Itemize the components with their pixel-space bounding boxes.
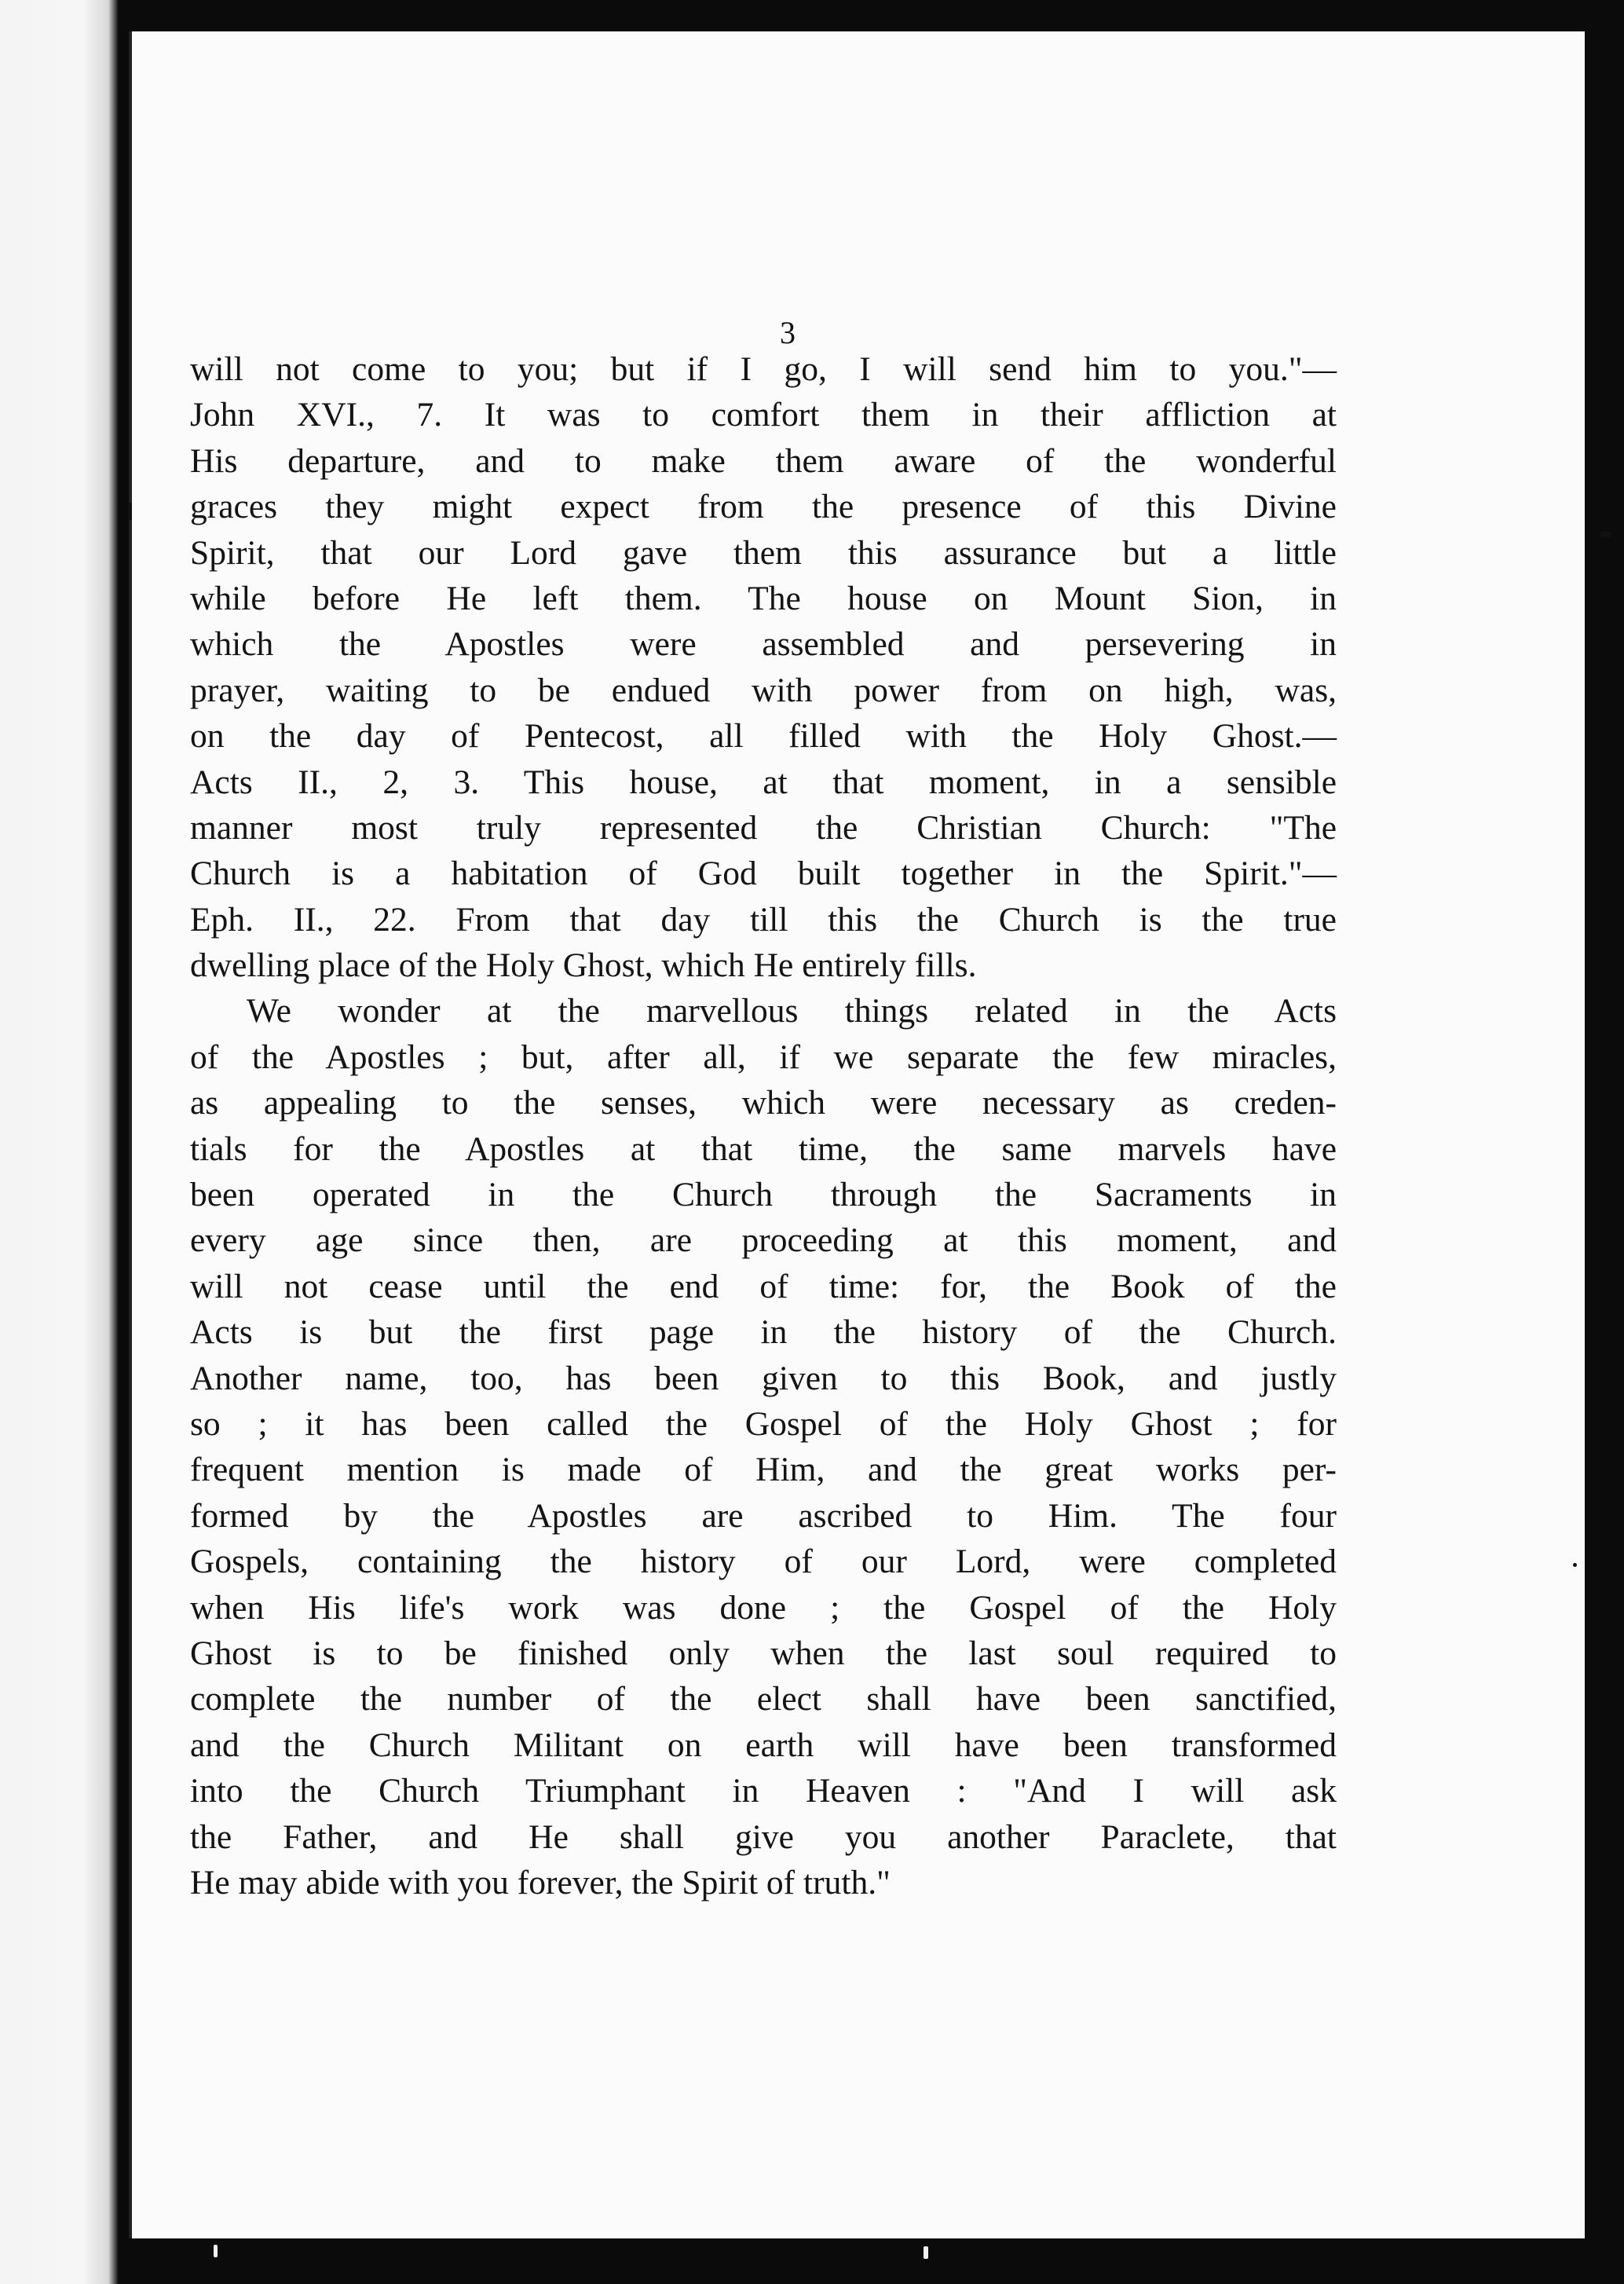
text-line: graces they might expect from the presence of this Divine [190, 488, 1337, 526]
text-line: while before He left them. The house on Mount Sion, in [190, 579, 1337, 617]
scan-speck [1573, 1563, 1577, 1567]
text-line: when His life's work was done ; the Gospel of the Holy [190, 1588, 1337, 1627]
scan-speck [924, 2246, 928, 2259]
text-line: been operated in the Church through the Sacraments in [190, 1176, 1337, 1214]
text-line: Ghost is to be finished only when the last soul required to [190, 1634, 1337, 1672]
text-line: We wonder at the marvellous things related in the Acts [247, 992, 1337, 1030]
text-line: frequent mention is made of Him, and the great works per- [190, 1451, 1337, 1489]
text-line: as appealing to the senses, which were necessary as creden- [190, 1084, 1337, 1122]
text-line: Gospels, containing the history of our Lord, were completed [190, 1543, 1337, 1581]
text-line: and the Church Militant on earth will have been transformed [190, 1726, 1337, 1764]
text-line: so ; it has been called the Gospel of the Holy Ghost ; for [190, 1404, 1337, 1443]
text-line: tials for the Apostles at that time, the same marvels have [190, 1129, 1337, 1168]
text-line: Eph. II., 22. From that day till this the Church is the true [190, 900, 1337, 939]
text-line: will not come to you; but if I go, I will send him to you."— [190, 350, 1337, 388]
scan-speck [1600, 531, 1611, 538]
scan-border-right [1582, 0, 1624, 2284]
text-line: dwelling place of the Holy Ghost, which He entirely fills. [190, 946, 977, 985]
text-line: prayer, waiting to be endued with power from on high, was, [190, 671, 1337, 709]
scan-border-top [118, 0, 1624, 33]
page-number: 3 [780, 315, 796, 350]
scan-speck [128, 503, 132, 520]
text-line: His departure, and to make them aware of the wonderful [190, 441, 1337, 480]
text-line: formed by the Apostles are ascribed to Him. The four [190, 1496, 1337, 1535]
text-line: on the day of Pentecost, all filled with the Holy Ghost.— [190, 717, 1337, 756]
text-line: of the Apostles ; but, after all, if we separate the few miracles, [190, 1038, 1337, 1076]
text-line: Church is a habitation of God built together in the Spirit."— [190, 855, 1337, 893]
text-line: Spirit, that our Lord gave them this assurance but a little [190, 533, 1337, 572]
text-line: the Father, and He shall give you another Paraclete, that [190, 1817, 1337, 1856]
text-line: complete the number of the elect shall have been sanctified, [190, 1680, 1337, 1718]
text-line: Acts II., 2, 3. This house, at that moment, in a sensible [190, 763, 1337, 801]
text-line: Acts is but the first page in the history of the Church. [190, 1313, 1337, 1352]
text-line: which the Apostles were assembled and persevering in [190, 625, 1337, 664]
text-line: into the Church Triumphant in Heaven : "And I will ask [190, 1772, 1337, 1810]
text-line: He may abide with you forever, the Spirit of truth." [190, 1863, 891, 1902]
text-line: manner most truly represented the Christian Church: "The [190, 808, 1337, 847]
scan-speck [214, 2245, 218, 2257]
text-line: John XVI., 7. It was to comfort them in their affliction at [190, 396, 1337, 434]
scan-border-bottom [118, 2238, 1624, 2284]
text-line: Another name, too, has been given to this Book, and justly [190, 1359, 1337, 1397]
page-text-body [190, 346, 1337, 1905]
text-line: will not cease until the end of time: for, the Book of the [190, 1267, 1337, 1305]
text-line: every age since then, are proceeding at this moment, and [190, 1221, 1337, 1260]
